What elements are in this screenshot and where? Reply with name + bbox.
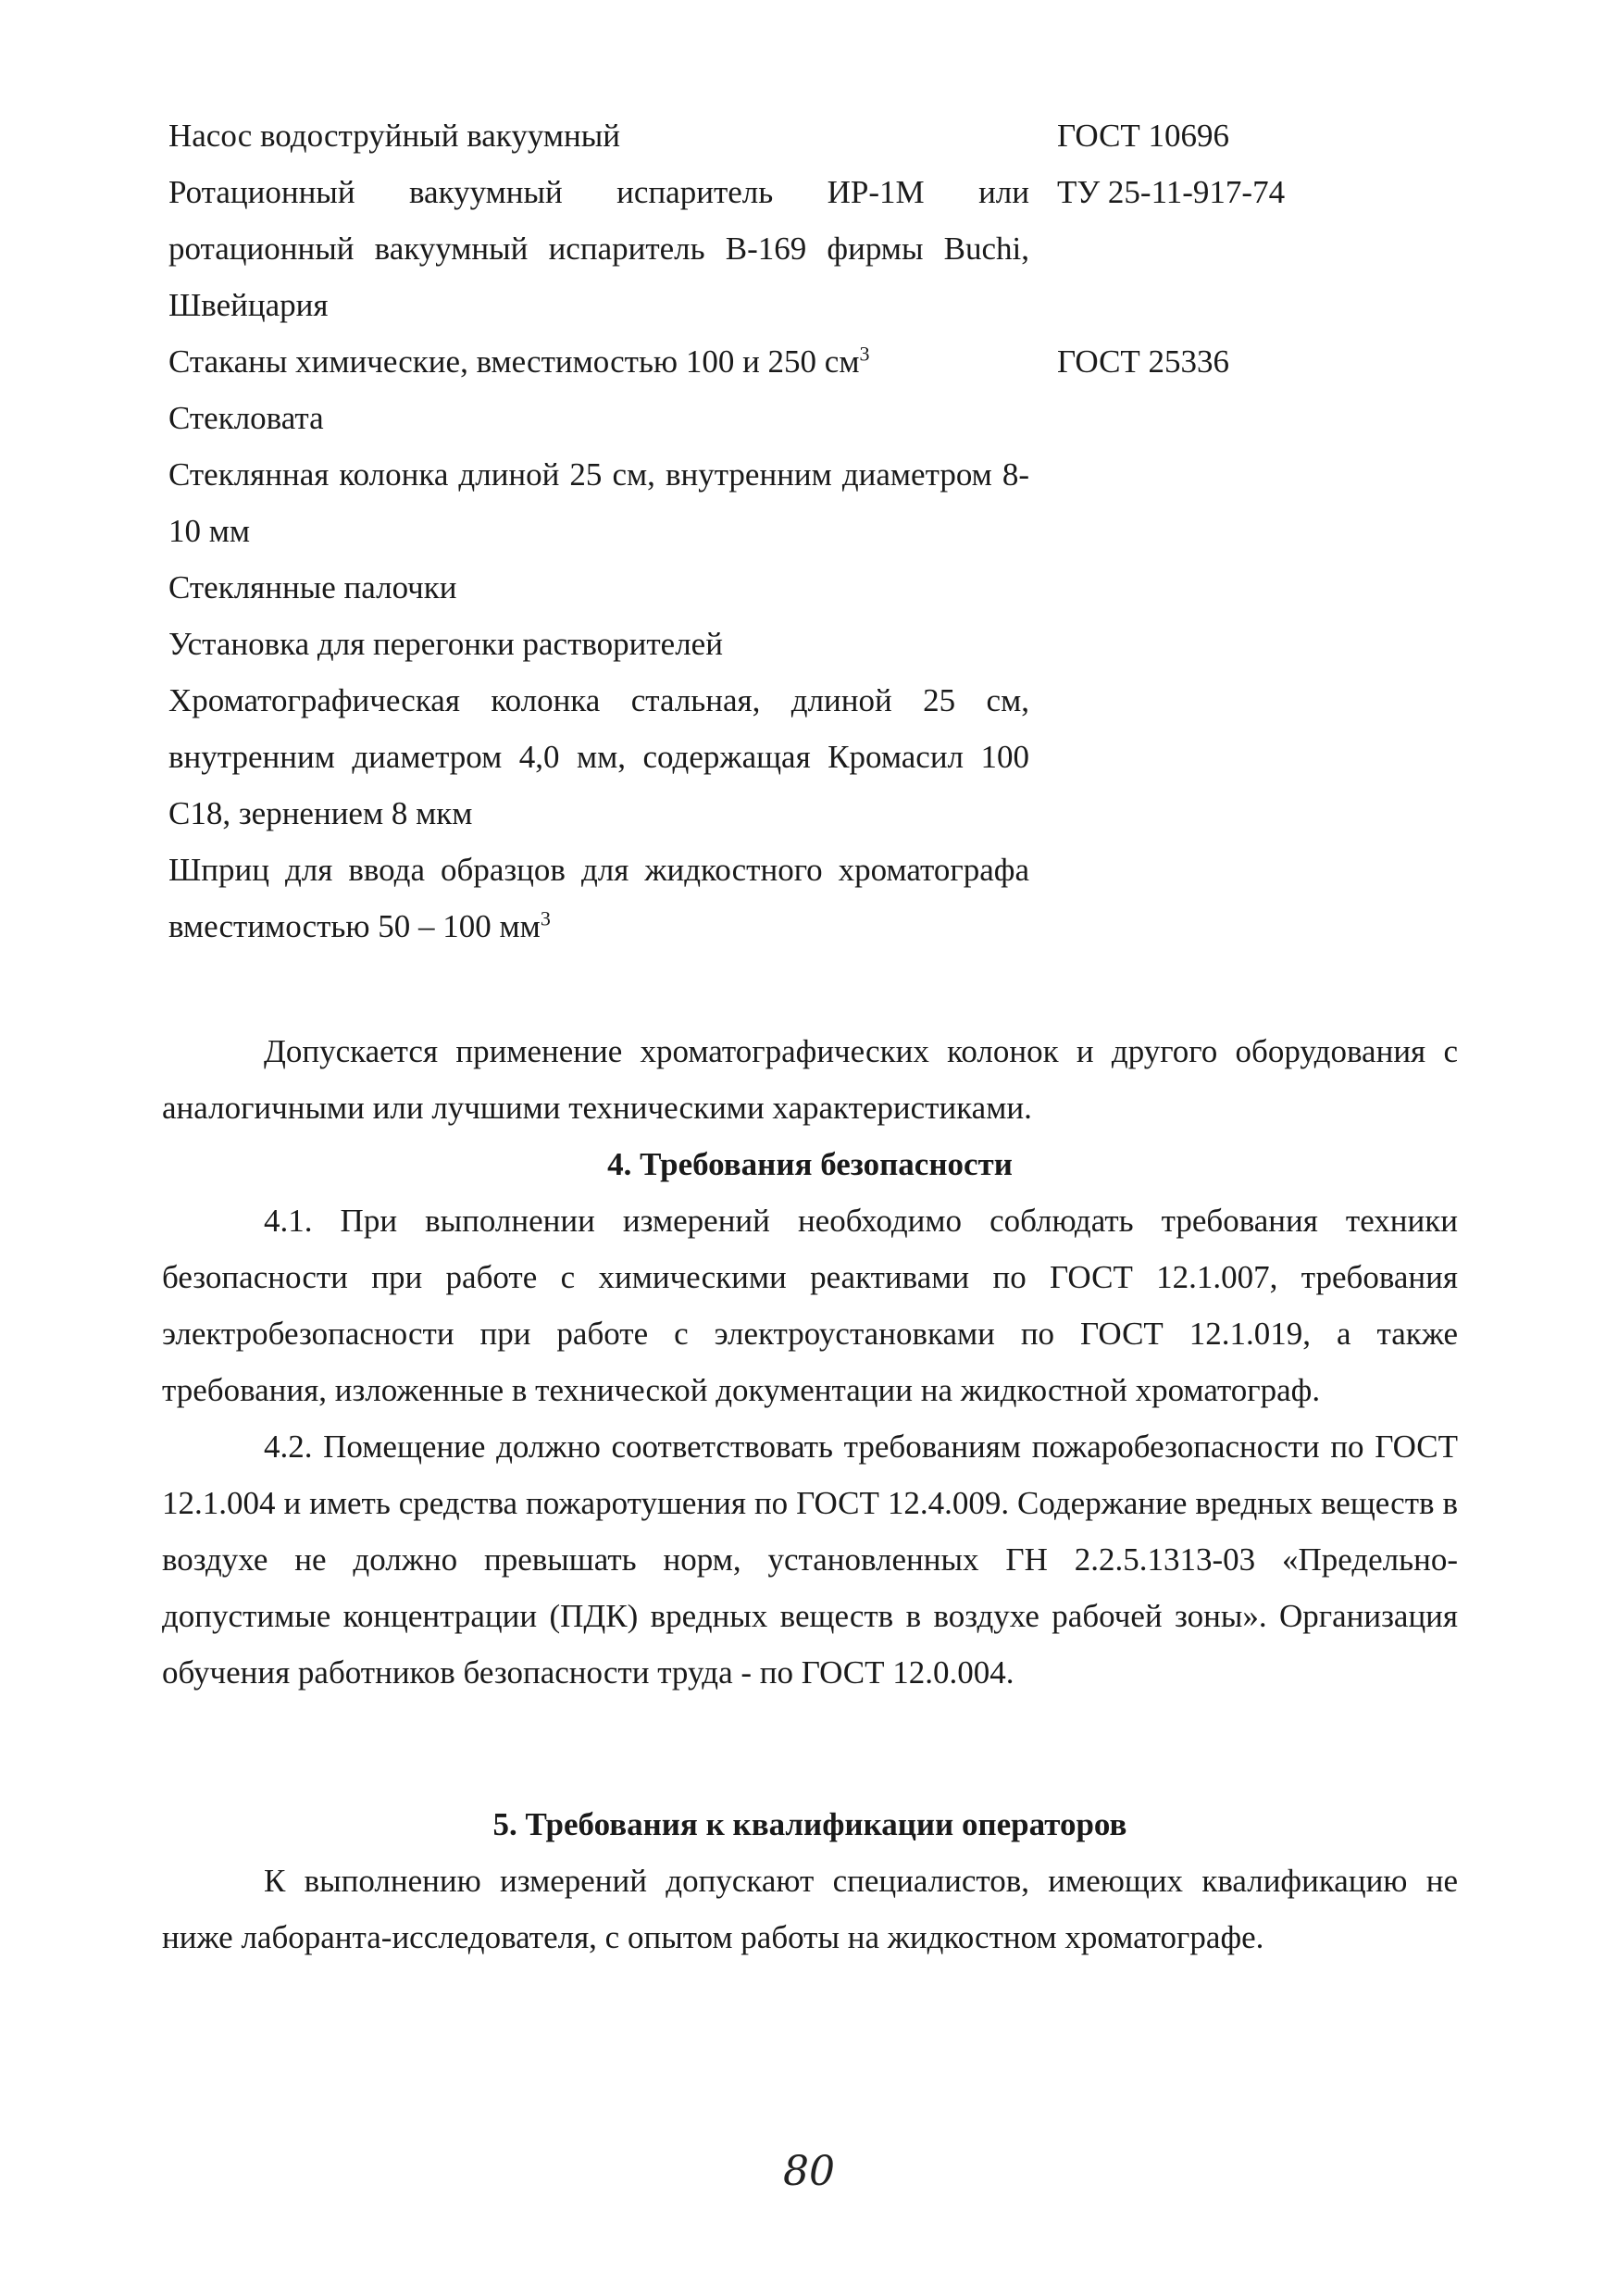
allowance-paragraph: Допускается применение хроматографических колонок и другого оборудования с аналогичными или лучшими техническими характеристиками.: [162, 1033, 1458, 1126]
equipment-item: [168, 107, 1464, 164]
equipment-name: Насос водоструйный вакуумный: [168, 118, 620, 154]
equipment-standard: ТУ 25-11-917-74: [1057, 174, 1286, 210]
equipment-item: [168, 333, 1464, 390]
equipment-standard: ГОСТ 25336: [1057, 343, 1230, 380]
equipment-item: [168, 559, 1464, 616]
equipment-item: [168, 616, 1464, 672]
equipment-name: Стеклянные палочки: [168, 569, 457, 605]
superscript: 3: [540, 906, 551, 930]
equipment-name: Хроматографическая колонка стальная, длиной 25 см, внутренним диаметром 4,0 мм, содержащая Кромасил 100 С18, зернением 8 мкм: [168, 682, 1029, 831]
equipment-name: Ротационный вакуумный испаритель ИР-1М или ротационный вакуумный испаритель В-169 фирмы Buchi, Швейцария: [168, 174, 1029, 323]
equipment-item: [168, 672, 1464, 842]
equipment-name-text: Шприц для ввода образцов для жидкостного хроматографа вместимостью 50 – 100 мм: [168, 852, 1029, 944]
equipment-name: Стеклянная колонка длиной 25 см, внутренним диаметром 8-10 мм: [168, 456, 1029, 549]
section-5-title: 5. Требования к квалификации операторов: [492, 1806, 1127, 1842]
section-4-title: 4. Требования безопасности: [607, 1146, 1013, 1182]
equipment-name: [168, 842, 1029, 955]
equipment-item: [168, 164, 1464, 333]
section-5-paragraph: К выполнению измерений допускают специалистов, имеющих квалификацию не ниже лаборанта-исследователя, с опытом работы на жидкостном хроматографе.: [162, 1863, 1458, 1955]
equipment-list: [168, 107, 1464, 955]
equipment-item: [168, 446, 1464, 559]
equipment-standard: ГОСТ 10696: [1057, 118, 1230, 154]
equipment-name: Стекловата: [168, 400, 324, 436]
equipment-item: [168, 842, 1464, 955]
superscript: 3: [859, 342, 870, 366]
equipment-name: Установка для перегонки растворителей: [168, 626, 723, 662]
section-4-paragraph-2: 4.2. Помещение должно соответствовать требованиям пожаробезопасности по ГОСТ 12.1.004 и иметь средства пожаротушения по ГОСТ 12.4.009. Содержание вредных веществ в воздухе не должно превышать норм, установленных ГН 2.2.5.1313-03 «Предельно-допустимые концентрации (ПДК) вредных веществ в воздухе рабочей зоны». Организация обучения работников безопасности труда - по ГОСТ 12.0.004.: [162, 1429, 1458, 1691]
equipment-name-text: Стаканы химические, вместимостью 100 и 250 см: [168, 343, 860, 380]
equipment-name: [168, 333, 1029, 390]
equipment-item: [168, 390, 1464, 446]
section-4-paragraph-1: 4.1. При выполнении измерений необходимо соблюдать требования техники безопасности при работе с химическими реактивами по ГОСТ 12.1.007, требования электробезопасности при работе с электроустановками по ГОСТ 12.1.019, а также требования, изложенные в технической документации на жидкостной хроматограф.: [162, 1203, 1458, 1408]
page-number: 80: [783, 2148, 835, 2195]
